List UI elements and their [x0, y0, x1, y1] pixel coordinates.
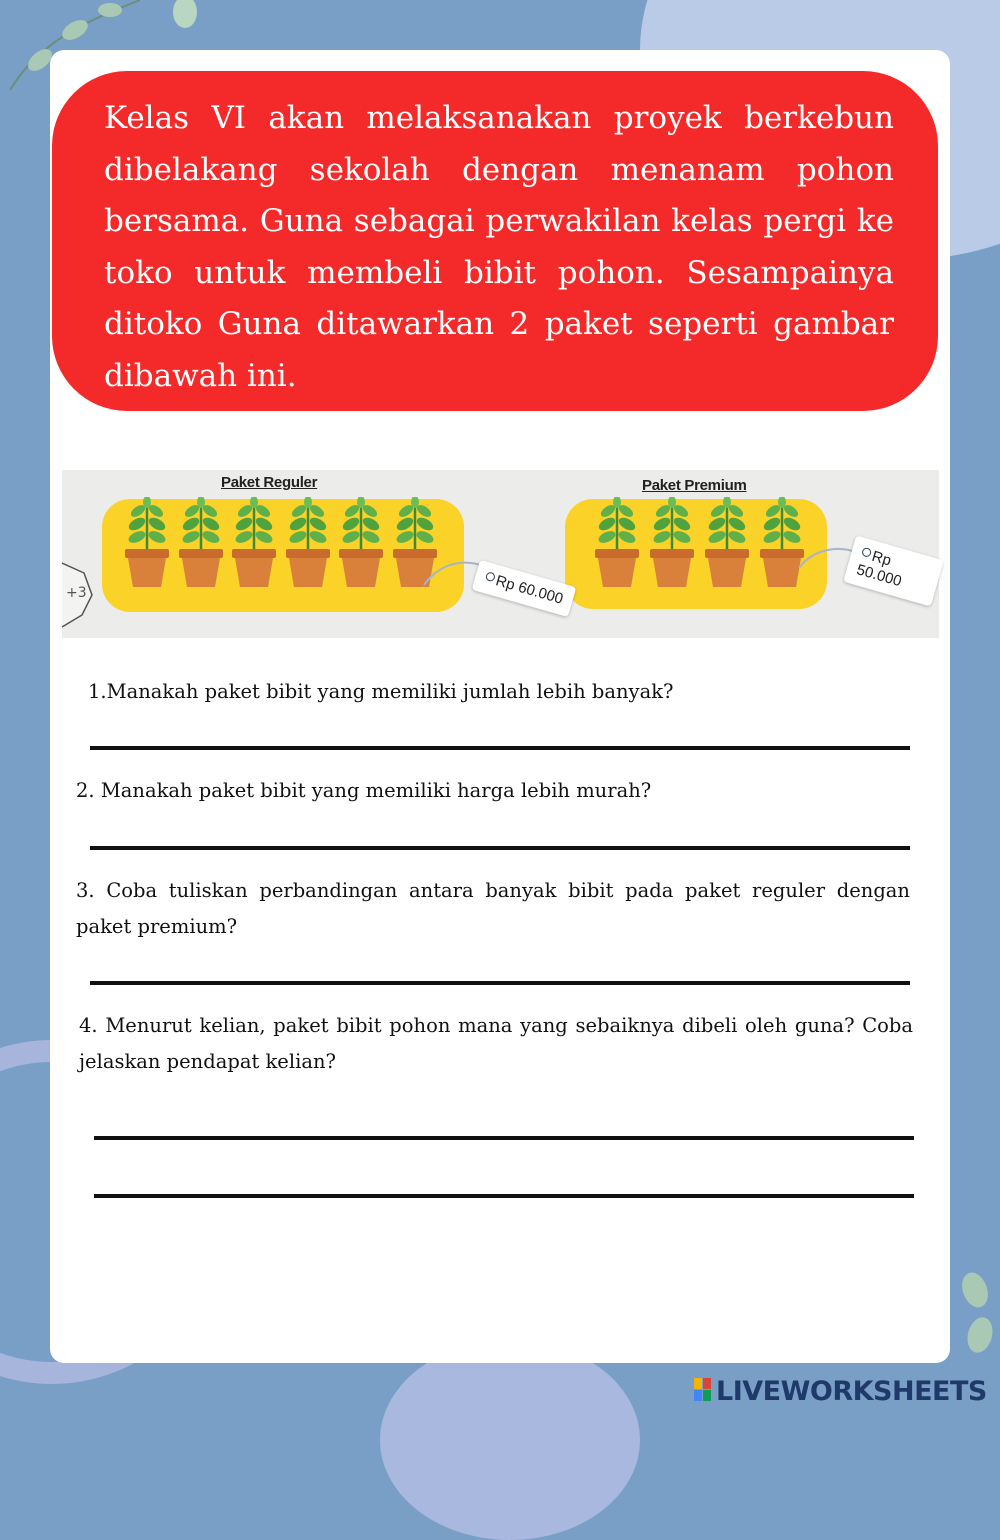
- paket-premium-title: Paket Premium: [642, 477, 747, 494]
- tag-hole-icon: [485, 571, 496, 582]
- answer-line-2[interactable]: [90, 846, 910, 850]
- question-text: Manakah paket bibit yang memiliki jumlah lebih banyak?: [106, 680, 674, 703]
- paper-corner-icon: [62, 555, 96, 635]
- question-number: 3.: [76, 879, 95, 902]
- question-text: Menurut kelian, paket bibit pohon mana yang sebaiknya dibeli oleh guna? Coba jelaskan pendapat kelian?: [79, 1014, 913, 1073]
- paket-reguler-title: Paket Reguler: [221, 474, 318, 491]
- price-reguler: Rp 60.000: [493, 572, 566, 608]
- brand-name: LIVEWORKSHEETS: [716, 1376, 987, 1407]
- question-number: 1.: [88, 680, 107, 703]
- price-premium: Rp 50.000: [854, 547, 904, 591]
- question-4: [79, 1008, 913, 1080]
- package-illustration: [62, 470, 939, 638]
- answer-line-1[interactable]: [90, 746, 910, 750]
- seedling-pot-reguler: [124, 497, 170, 593]
- question-2: [76, 773, 906, 809]
- seedling-pot-premium: [704, 497, 750, 593]
- question-text: Coba tuliskan perbandingan antara banyak bibit pada paket reguler dengan paket premium?: [76, 879, 910, 938]
- seedling-pot-reguler: [338, 497, 384, 593]
- answer-line-4b[interactable]: [94, 1194, 914, 1198]
- question-3: [76, 873, 910, 945]
- svg-text:+3: +3: [66, 585, 87, 601]
- question-1: [88, 674, 888, 710]
- answer-line-4a[interactable]: [94, 1136, 914, 1140]
- price-tag-reguler: [472, 560, 577, 617]
- background-blob: [380, 1340, 640, 1540]
- answer-line-3[interactable]: [90, 981, 910, 985]
- question-text: Manakah paket bibit yang memiliki harga lebih murah?: [100, 779, 652, 802]
- tag-hole-icon: [861, 547, 872, 558]
- seedling-pot-premium: [649, 497, 695, 593]
- intro-text-box: Kelas VI akan melaksanakan proyek berkebun dibelakang sekolah dengan menanam pohon bersama. Guna sebagai perwakilan kelas pergi ke toko untuk membeli bibit pohon. Sesampainya ditoko Guna ditawarkan 2 paket seperti gambar dibawah ini.: [52, 71, 938, 411]
- question-number: 4.: [79, 1014, 98, 1037]
- liveworksheets-logo-icon: [694, 1378, 712, 1402]
- seedling-pot-reguler: [231, 497, 277, 593]
- seedling-pot-premium: [594, 497, 640, 593]
- price-tag-premium: [843, 535, 944, 606]
- question-number: 2.: [76, 779, 95, 802]
- seedling-pot-reguler: [285, 497, 331, 593]
- seedling-pot-reguler: [178, 497, 224, 593]
